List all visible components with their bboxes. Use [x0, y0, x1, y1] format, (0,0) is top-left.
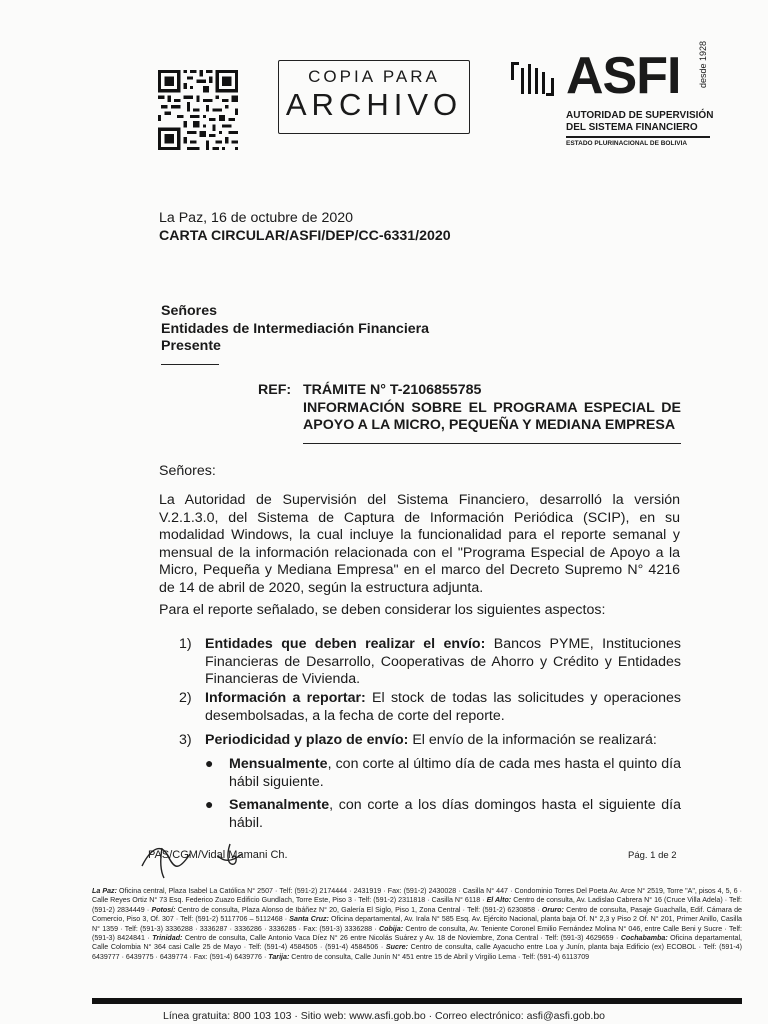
footer-city: Trinidad: [152, 934, 183, 943]
list-item-text: Bancos PYME, Instituciones Financieras de Desarrollo, Cooperativas de Ahorro y Crédito y Entidades Financieras de Vivienda. [205, 636, 681, 688]
footer-address: Oficina central, Plaza Isabel La Católica N° 2507 · Telf: (591-2) 2174444 · 2431919 · Fax: (591-2) 2430028 · Casilla N° 447 · Condominio Torres Del Poeta Av. Arce N° 2519, Torre "A", pisos 4, 5, 6 · Calle Reyes Ortiz N° 73 Esq. Federico Zuazo Edificio Gundlach, Torre Este, Piso 3 · Telf: (591-2) 2311818 · Casilla N° 6118 · [92, 887, 742, 905]
addressee-block [161, 303, 429, 356]
sub-item-text: , con corte al último día de cada mes hasta el quinto día hábil siguiente. [229, 756, 681, 790]
footer-divider [92, 998, 742, 1004]
bullet-icon: ● [205, 796, 214, 812]
footer-city: Cochabamba: [620, 934, 668, 943]
contact-line: Línea gratuita: 800 103 103 · Sitio web: www.asfi.gob.bo · Correo electrónico: asfi@asfi.gob.bo [163, 1010, 605, 1022]
ref-divider [303, 443, 681, 444]
ref-block [303, 382, 681, 435]
logo-divider [566, 136, 710, 138]
footer-city: Sucre: [385, 943, 408, 952]
footer-city: Cobija: [379, 924, 404, 933]
sub-item-heading: Semanalmente [229, 797, 330, 813]
footer-city: La Paz: [92, 887, 117, 895]
body-paragraph-2: Para el reporte señalado, se deben considerar los siguientes aspectos: [159, 602, 606, 618]
stamp-line1: COPIA PARA [308, 67, 440, 86]
footer-address: Centro de consulta, Calle Junín N° 451 entre 15 de Abril y Virgilio Lema · Telf: (591-4) 6113709 [289, 952, 590, 961]
footer-city: Tarija: [268, 952, 290, 961]
list-item-heading: Periodicidad y plazo de envío: [205, 732, 409, 748]
addressee-line3: Presente [161, 338, 221, 355]
addressee-line1: Señores [161, 303, 217, 319]
footer-address: Centro de consulta, calle Ayacucho entre Loa y Junín, planta baja Edificio (ex) ECOBOL · Telf: (591-4) 6439777 · 6439775 · 6439774 · Fax: (591-4) 6439776 · [92, 943, 742, 961]
ref-line1: TRÁMITE N° T-2106855785 [303, 382, 482, 398]
list-item-heading: Información a reportar: [205, 690, 366, 706]
reference-initials: PAS/CGM/Vidal Mamani Ch. [148, 849, 288, 861]
footer-city: El Alto: [486, 896, 512, 905]
footer-address: Centro de consulta, Av. Teniente Coronel Emilio Fernández Molina N° 046, entre Calle Beni y Sucre · Telf: (591-3) 8424841 · [92, 924, 742, 943]
list-item [179, 732, 681, 750]
list-item-number: 1) [179, 636, 192, 652]
logo-subtitle [566, 110, 713, 134]
list-item-number: 2) [179, 690, 192, 706]
stamp-line2: ARCHIVO [285, 87, 463, 122]
footer-city: Santa Cruz: [289, 915, 329, 924]
footer-address: Oficina departamental, Av. Irala N° 585 Esq. Av. Ejército Nacional, planta baja Of. N° 2,3 y Piso 2 Of. N° 201, Primer Anillo, Casilla N° 1359 · Telf: (591-3) 3336288 · 3336287 · 3336286 · 3336285 · Fax: (591-3) 3336288 · [92, 915, 742, 933]
list-item [179, 690, 681, 725]
footer-address: Oficina departamental, Calle Colombia N° 364 casi Calle 25 de Mayo · Telf: (591-4) 4584505 · (591-4) 4584506 · [92, 934, 743, 952]
circular-number: CARTA CIRCULAR/ASFI/DEP/CC-6331/2020 [159, 228, 451, 244]
sub-item-text: , con corte a los días domingos hasta el siguiente día hábil. [229, 797, 681, 831]
sub-list-item [205, 797, 681, 832]
addressee-divider [161, 364, 219, 365]
logo-subtitle-line2: DEL SISTEMA FINANCIERO [566, 122, 698, 133]
ref-line3: APOYO A LA MICRO, PEQUEÑA Y MEDIANA EMPRESA [303, 417, 676, 434]
sub-list-item [205, 756, 681, 791]
list-item-heading: Entidades que deben realizar el envío: [205, 636, 486, 652]
list-item [179, 636, 681, 689]
logo-wordmark: ASFI [566, 47, 681, 105]
list-item-text: El stock de todas las solicitudes y operaciones desembolsadas, a la fecha de corte del reporte. [205, 690, 681, 724]
footer-city: Oruro: [541, 905, 564, 914]
list-item-text: El envío de la información se realizará: [408, 732, 657, 748]
body-paragraph-1: La Autoridad de Supervisión del Sistema Financiero, desarrolló la versión V.2.1.3.0, del Sistema de Captura de Información Periódica (SCIP), en su modalidad Windows, la cual incluye la funcionalidad para el reporte semanal y mensual de la información relacionada con el "Programa Especial de Apoyo a la Micro, Pequeña y Mediana Empresa" en el marco del Decreto Supremo N° 4216 de 14 de abril de 2020, según la estructura adjunta. [159, 492, 680, 596]
logo-country: ESTADO PLURINACIONAL DE BOLIVIA [566, 140, 688, 147]
sub-item-heading: Mensualmente [229, 756, 328, 772]
office-addresses [92, 887, 742, 962]
qr-code [158, 70, 238, 150]
logo-since: desde 1928 [698, 40, 708, 88]
letter-date: La Paz, 16 de octubre de 2020 [159, 210, 354, 226]
salutation: Señores: [159, 463, 216, 479]
logo-subtitle-line1: AUTORIDAD DE SUPERVISIÓN [566, 110, 714, 121]
page-number: Pág. 1 de 2 [628, 850, 677, 861]
footer-address: Centro de consulta, Plaza Alonso de Ibáñez N° 20, Galería El Siglo, Piso 1, Zona Central · Telf: (591-2) 6230858 · [175, 905, 542, 914]
footer-address: Centro de consulta, Pasaje Guachalla, Edif. Cámara de Comercio, Piso 3, Of. 307 · Telf: (591-2) 5117706 – 5112468 · [92, 905, 742, 924]
footer-address: Centro de consulta, Av. Ladislao Cabrera N° 16 (Cruce Villa Adela) · Telf: (591-2) 2834449 · [92, 896, 742, 914]
ref-label: REF: [258, 382, 292, 398]
footer-city: Potosí: [151, 905, 176, 914]
bullet-icon: ● [205, 755, 214, 771]
list-item-number: 3) [179, 732, 192, 748]
archive-stamp [278, 60, 470, 134]
footer-address: Centro de consulta, Calle Antonio Vaca Díez N° 26 entre Nicolás Suárez y Av. 18 de Noviembre, Zona Central · Telf: (591-3) 4629659 · [182, 934, 621, 943]
asfi-logo-icon [511, 54, 561, 104]
addressee-line2: Entidades de Intermediación Financiera [161, 320, 430, 337]
ref-line2: INFORMACIÓN SOBRE EL PROGRAMA ESPECIAL DE [303, 399, 681, 416]
